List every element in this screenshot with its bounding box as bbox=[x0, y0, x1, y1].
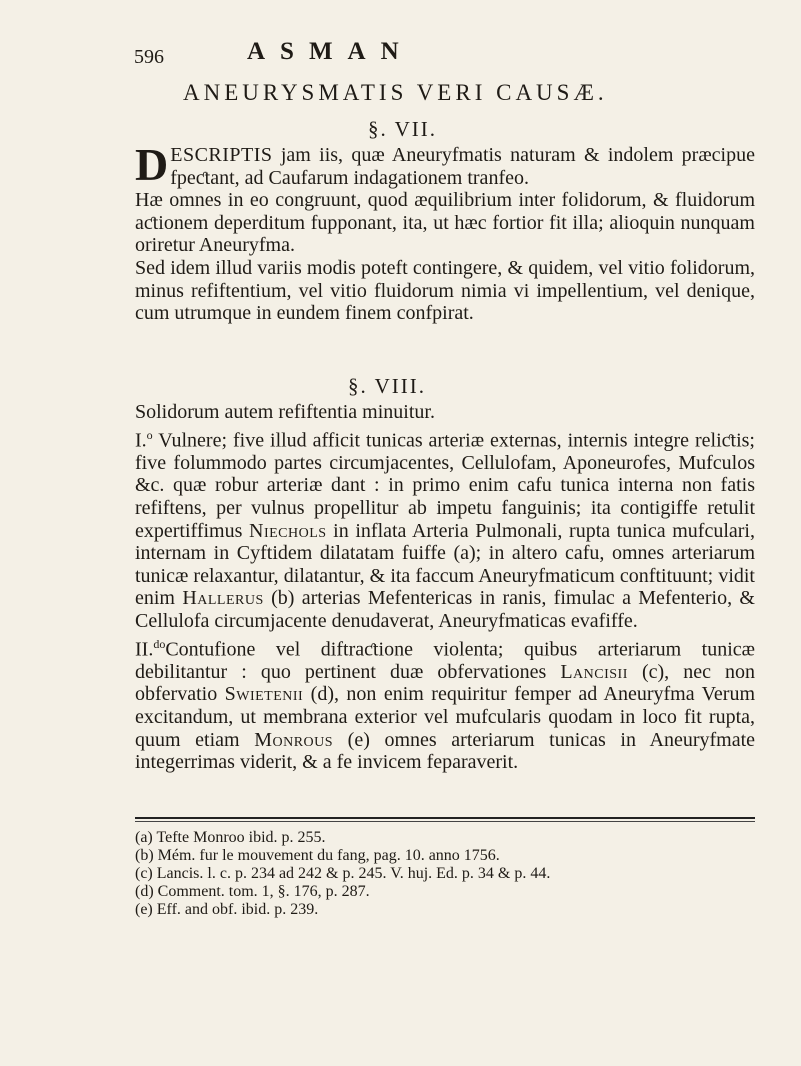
paragraph-text: Solidorum autem refiftentia minuitur. bbox=[135, 401, 435, 423]
page-header bbox=[134, 38, 754, 74]
section-7-body bbox=[135, 139, 755, 325]
footnotes bbox=[135, 829, 755, 919]
author-name: Niechols bbox=[249, 519, 327, 542]
paragraph bbox=[135, 139, 755, 190]
lead-word: ESCRIPTIS bbox=[170, 144, 273, 166]
section-mark-8: §. VIII. bbox=[348, 374, 427, 398]
paragraph bbox=[135, 633, 755, 774]
paragraph bbox=[135, 257, 755, 325]
footnote: (a) Tefte Monroo ibid. p. 255. bbox=[135, 829, 326, 846]
ordinal-superscript: do bbox=[153, 636, 166, 651]
paragraph-text: (e) omnes arteriarum tunicas in Aneuryfmate integerrimas viderit, & a fe invicem feparaverit. bbox=[135, 728, 756, 774]
running-title: ASMAN bbox=[247, 38, 414, 65]
paragraph bbox=[135, 401, 755, 424]
paragraph-text: (c), nec non obfervatio bbox=[135, 660, 755, 706]
section-title: ANEURYSMATIS VERI CAUSÆ. bbox=[183, 80, 608, 105]
paragraph-text: Vulnere; five illud afficit tunicas arteriæ externas, internis integre reliƈtis; five folummodo partes circumjacentes, Cellulofam, Aponeurofes, Mufculos &c. quæ robur arteriæ dant : in primo enim cafu tunica interna non fatis refiftens, per vulnus propellitur ab impetu fanguinis; ita contigiffe retulit expertiffimus bbox=[135, 429, 755, 542]
author-name: Monrous bbox=[254, 728, 334, 751]
paragraph-text: jam iis, quæ Aneuryfmatis naturam & indolem præcipue fpeƈtant, ad Caufarum indagationem tranfeo. bbox=[170, 144, 755, 189]
section-8-body bbox=[135, 401, 755, 774]
paragraph bbox=[135, 424, 755, 633]
paragraph-text: Contufione vel diftraƈtione violenta; quibus arteriarum tunicæ debilitantur : quo pertinent duæ obfervationes bbox=[135, 638, 755, 683]
paragraph-text: (b) arterias Mefentericas in ranis, fimulac a Mefenterio, & Cellulofa circumjacente denudaverat, Aneuryfmaticas evafiffe. bbox=[135, 587, 755, 632]
author-name: Hallerus bbox=[182, 587, 264, 610]
author-name: Lancisii bbox=[560, 660, 628, 683]
footnote-rule-thin bbox=[135, 821, 755, 822]
page-number: 596 bbox=[134, 46, 164, 68]
footnote: (e) Eff. and obf. ibid. p. 239. bbox=[135, 901, 319, 918]
item-number: I. bbox=[135, 429, 147, 452]
paragraph-text: Sed idem illud variis modis poteft contingere, & quidem, vel vitio folidorum, minus refiftentium, vel vitio fluidorum nimia vi impellentium, vel denique, cum utrumque in eundem finem confpirat. bbox=[135, 256, 755, 325]
footnote: (b) Mém. fur le mouvement du fang, pag. 10. anno 1756. bbox=[135, 847, 500, 864]
section-mark-7: §. VII. bbox=[368, 117, 438, 141]
paragraph bbox=[135, 189, 755, 257]
ordinal-superscript: o bbox=[146, 427, 153, 442]
footnote-rule bbox=[135, 817, 755, 819]
paragraph-text: Hæ omnes in eo congruunt, quod æquilibrium inter folidorum, & fluidorum aƈtionem deperditum fupponant, ita, ut hæc fortior fit illa; alioquin nunquam oriretur Aneuryfma. bbox=[135, 189, 755, 257]
item-number: II. bbox=[135, 638, 154, 661]
paragraph-text: (d), non enim requiritur femper ad Aneuryfma Verum excitandum, ut membrana exterior vel mufcularis quodam in loco fit rupta, quum etiam bbox=[135, 683, 755, 751]
paragraph-text: in inflata Arteria Pulmonali, rupta tunica mufculari, internam in Cyftidem dilatatam fuiffe (a); in altero cafu, omnes arteriarum tunicæ relaxantur, dilatantur, & ita faccum Aneuryfmaticum conftituunt; vidit enim bbox=[135, 519, 755, 610]
author-name: Swietenii bbox=[224, 683, 304, 706]
footnote: (d) Comment. tom. 1, §. 176, p. 287. bbox=[135, 883, 370, 900]
drop-cap: D bbox=[135, 139, 169, 190]
footnote: (c) Lancis. l. c. p. 234 ad 242 & p. 245. V. huj. Ed. p. 34 & p. 44. bbox=[135, 865, 551, 882]
